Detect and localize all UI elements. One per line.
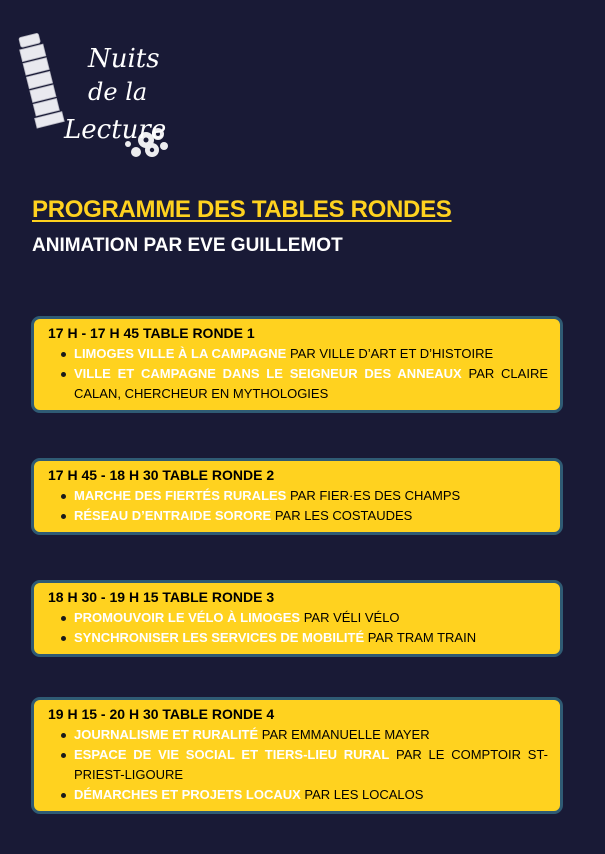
speaker-label: PAR LES COSTAUDES	[271, 508, 413, 523]
session-title: 19 H 15 - 20 H 30 TABLE RONDE 4	[48, 706, 275, 722]
speaker-label: PAR LES LOCALOS	[300, 787, 424, 802]
session-card-3	[31, 580, 563, 657]
speaker-label: PAR FIER·ES DES CHAMPS	[286, 488, 461, 503]
speaker-label: PAR TRAM TRAIN	[364, 630, 477, 645]
session-title: 17 H 45 - 18 H 30 TABLE RONDE 2	[48, 467, 275, 483]
session-card-4	[31, 697, 563, 814]
topic-label: LIMOGES VILLE À LA CAMPAGNE	[74, 346, 287, 361]
list-item	[74, 608, 548, 628]
speaker-label: PAR LE COMPTOIR ST-PRIEST-LIGOURE	[74, 747, 549, 782]
list-item	[74, 785, 548, 805]
speaker-label: PAR VÉLI VÉLO	[300, 610, 400, 625]
list-item	[74, 344, 548, 364]
session-card-2	[31, 458, 563, 535]
list-item	[74, 725, 548, 745]
logo-word-1: Nuits	[88, 44, 160, 74]
list-item	[74, 506, 548, 526]
speaker-label: PAR VILLE D’ART ET D’HISTOIRE	[286, 346, 494, 361]
logo-word-2: de la	[88, 78, 148, 106]
session-card-1	[31, 316, 563, 413]
event-logo	[18, 22, 178, 172]
topic-label: JOURNALISME ET RURALITÉ	[74, 727, 259, 742]
speaker-label: PAR EMMANUELLE MAYER	[258, 727, 430, 742]
topic-label: SYNCHRONISER LES SERVICES DE MOBILITÉ	[74, 630, 365, 645]
topic-label: MARCHE DES FIERTÉS RURALES	[74, 488, 287, 503]
list-item	[74, 745, 548, 785]
topic-label: RÉSEAU D’ENTRAIDE SORORE	[74, 508, 272, 523]
tower-and-crescent-moon-icon	[18, 22, 178, 172]
session-title: 18 H 30 - 19 H 15 TABLE RONDE 3	[48, 589, 275, 605]
list-item	[74, 364, 548, 404]
topic-label: PROMOUVOIR LE VÉLO À LIMOGES	[74, 610, 301, 625]
topic-label: DÉMARCHES ET PROJETS LOCAUX	[74, 787, 301, 802]
session-title: 17 H - 17 H 45 TABLE RONDE 1	[48, 325, 255, 341]
topic-label: ESPACE DE VIE SOCIAL ET TIERS-LIEU RURAL	[74, 747, 390, 762]
page-title: PROGRAMME DES TABLES RONDES	[32, 196, 452, 223]
topic-label: VILLE ET CAMPAGNE DANS LE SEIGNEUR DES ANNEAUX	[74, 366, 462, 381]
page-subtitle: ANIMATION PAR EVE GUILLEMOT	[32, 235, 343, 256]
list-item	[74, 486, 548, 506]
speaker-label: PAR CLAIRE CALAN, CHERCHEUR EN MYTHOLOGIES	[74, 366, 548, 401]
logo-word-3: Lecture	[64, 115, 167, 145]
list-item	[74, 628, 548, 648]
